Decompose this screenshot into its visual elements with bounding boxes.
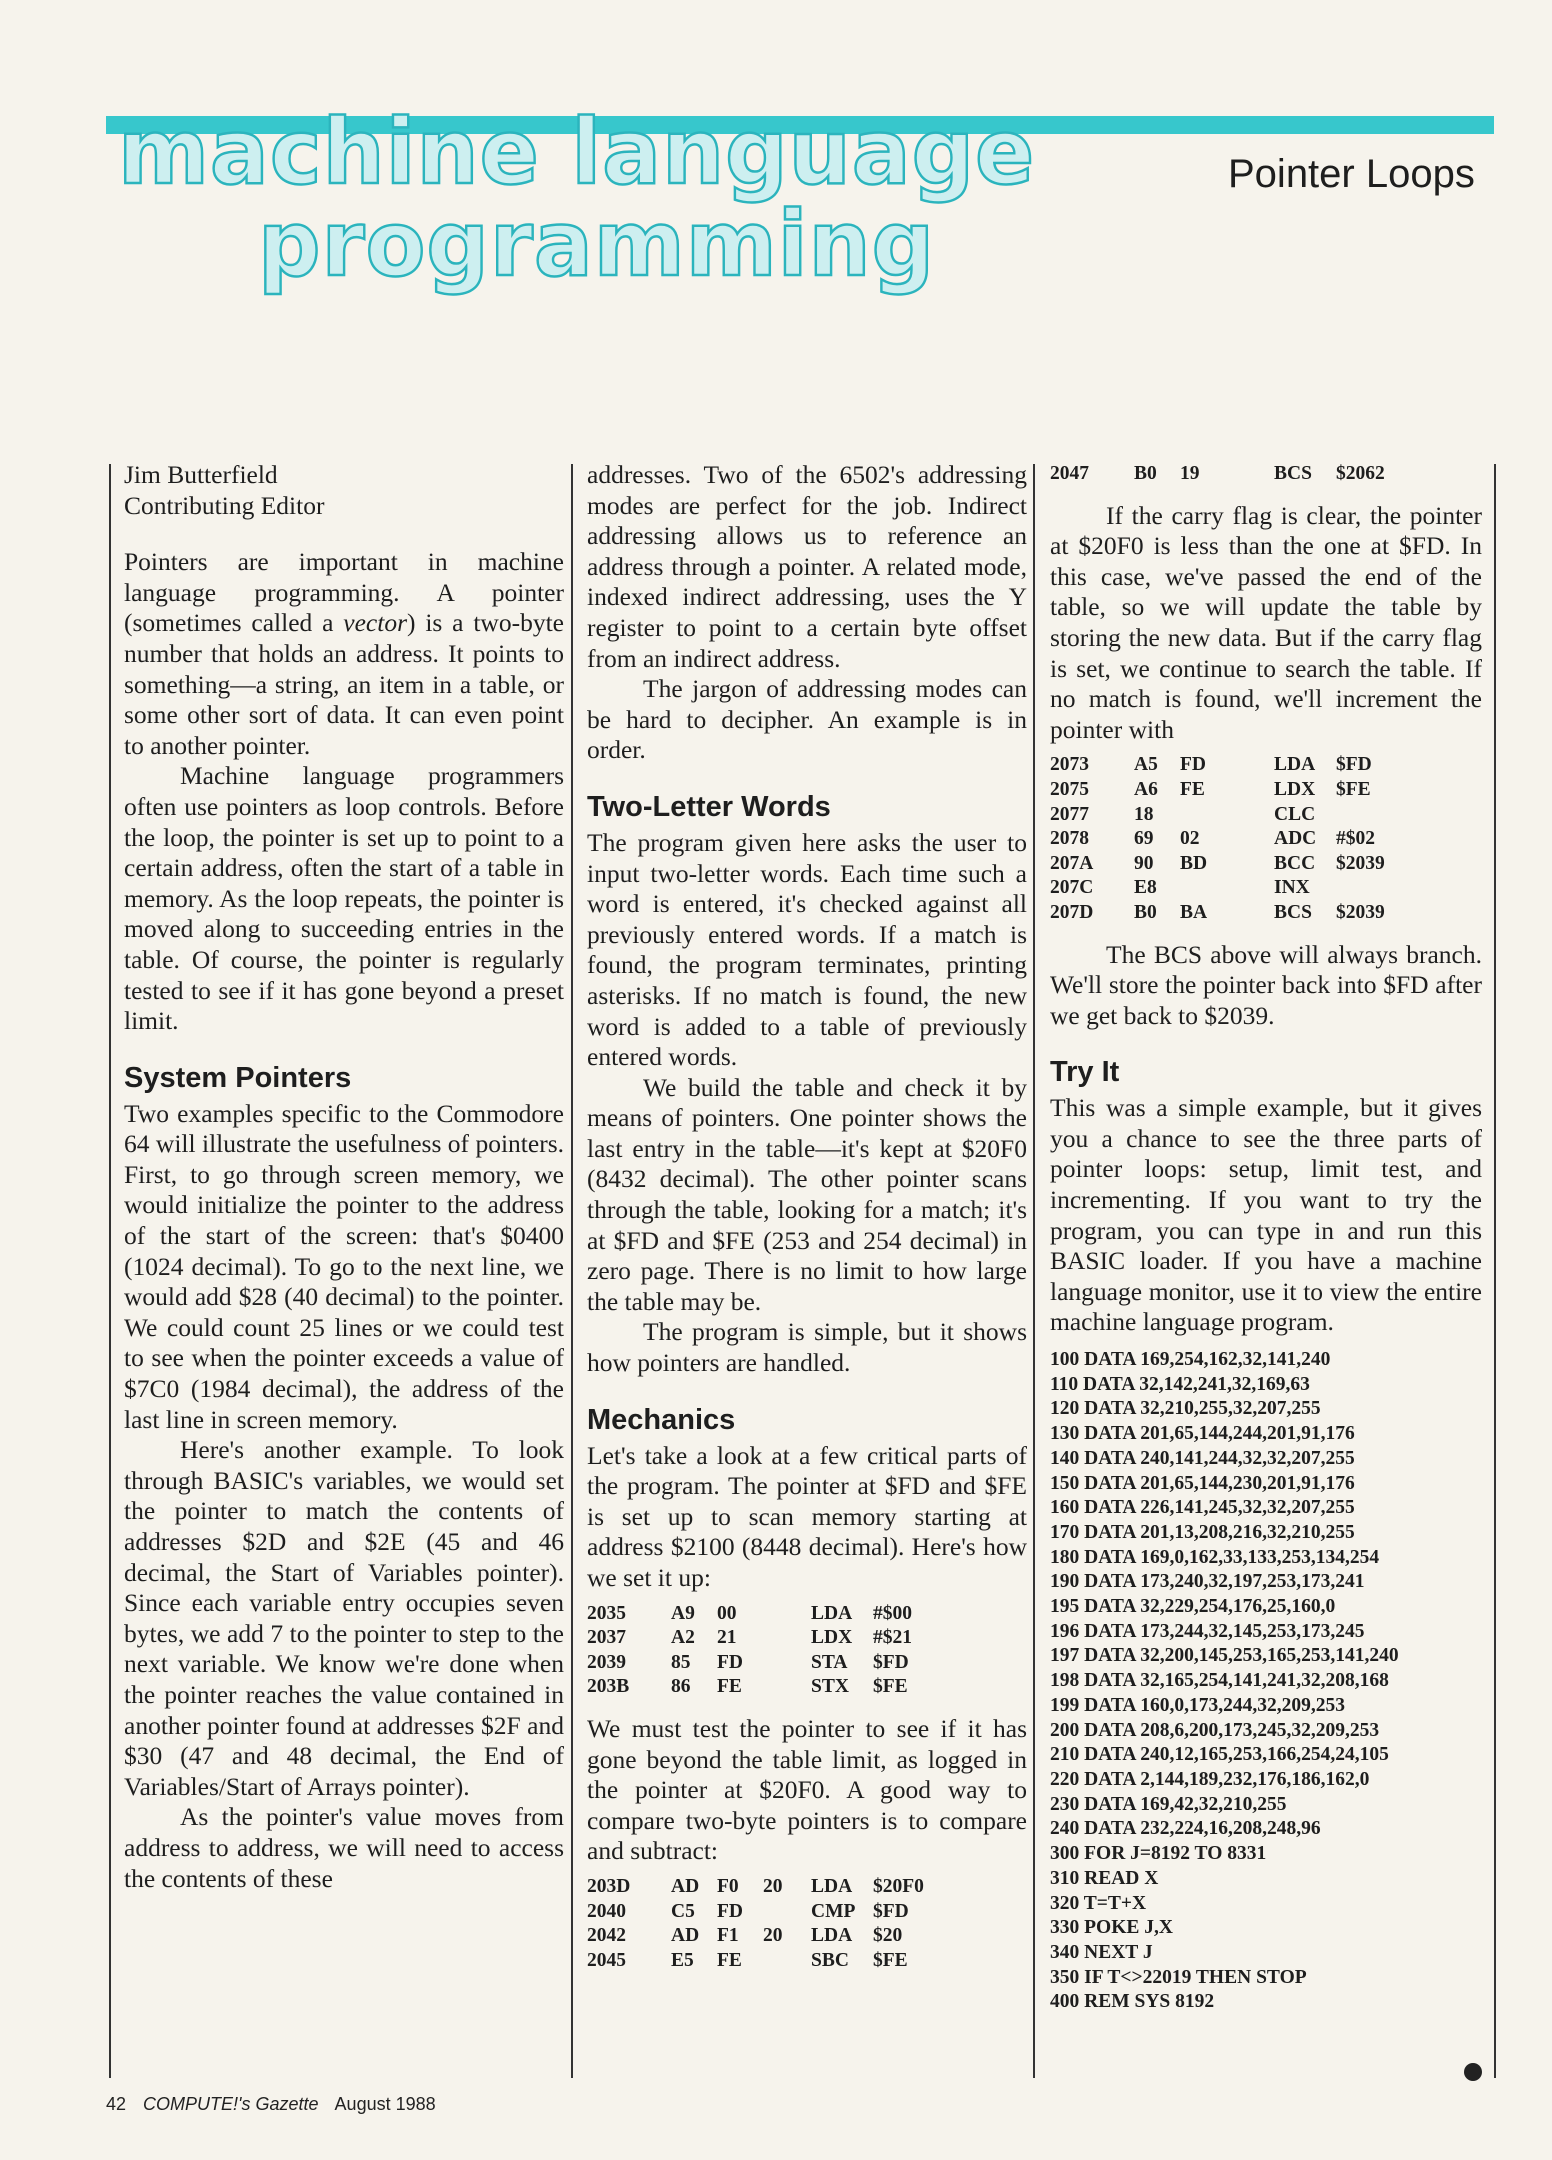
basic-line: 120 DATA 32,210,255,32,207,255 (1050, 1398, 1321, 1420)
code-cell: FE (1180, 778, 1205, 800)
code-cell: $FE (873, 1949, 908, 1971)
code-cell: 2035 (587, 1602, 626, 1624)
code-cell: LDA (811, 1925, 853, 1947)
code-cell: 207C (1050, 877, 1094, 899)
code-cell: $FE (1336, 778, 1371, 800)
code-cell: #$21 (873, 1627, 912, 1649)
code-line (1050, 827, 1482, 852)
code-cell: CMP (811, 1900, 856, 1922)
issue-date: August 1988 (334, 2094, 436, 2114)
code-cell: 2037 (587, 1627, 626, 1649)
code-cell: 207D (1050, 901, 1094, 923)
basic-line: 320 T=T+X (1050, 1892, 1147, 1914)
basic-line: 196 DATA 173,244,32,145,253,173,245 (1050, 1620, 1365, 1642)
code-cell: 2040 (587, 1900, 626, 1922)
code-cell: 2078 (1050, 828, 1089, 850)
paragraph: The program given here asks the user to input two-letter words. Each time such a word is entered, it's checked against all previously entered words. If a match is found, the program terminates, printing asterisks. If no match is found, the new word is added to a table of previously entered words. (587, 827, 1027, 1072)
code-cell: 203B (587, 1676, 630, 1698)
code-cell (763, 1900, 811, 1925)
code-cell: $2039 (1336, 852, 1385, 874)
basic-line: 310 READ X (1050, 1867, 1159, 1889)
code-cell: B0 (1134, 901, 1157, 923)
code-cell (763, 1949, 811, 1974)
code-cell (763, 1626, 811, 1651)
paragraph: The program is simple, but it shows how pointers are handled. (587, 1317, 1027, 1378)
code-line (1050, 901, 1482, 926)
code-cell (763, 1675, 811, 1700)
code-cell: 2047 (1050, 463, 1089, 484)
code-line (587, 1626, 1027, 1651)
code-cell: 02 (1180, 828, 1200, 850)
column-rule-1 (571, 464, 573, 2078)
code-cell: 00 (717, 1602, 737, 1624)
code-cell: 19 (1180, 463, 1200, 484)
basic-line: 198 DATA 32,165,254,141,241,32,208,168 (1050, 1670, 1389, 1692)
code-cell: $FE (873, 1676, 908, 1698)
basic-line: 150 DATA 201,65,144,230,201,91,176 (1050, 1472, 1355, 1494)
code-line (1050, 778, 1482, 803)
paragraph: The jargon of addressing modes can be hard to decipher. An example is in order. (587, 674, 1027, 765)
code-cell: $FD (1336, 754, 1372, 776)
code-cell: LDA (1274, 754, 1316, 776)
code-cell: STX (811, 1676, 849, 1698)
code-listing-compare (587, 1875, 1027, 1973)
code-cell: #$02 (1336, 828, 1375, 850)
code-listing-setup (587, 1602, 1027, 1700)
basic-line: 199 DATA 160,0,173,244,32,209,253 (1050, 1694, 1346, 1716)
article-title: Pointer Loops (1228, 152, 1475, 196)
page-number: 42 (106, 2094, 127, 2114)
code-cell: 18 (1134, 803, 1154, 825)
code-cell: 2073 (1050, 754, 1089, 776)
code-cell: 86 (671, 1676, 691, 1698)
author-name: Jim Butterfield (124, 460, 278, 489)
code-cell: 2077 (1050, 803, 1089, 825)
code-line (587, 1949, 1027, 1974)
paragraph: We build the table and check it by means of pointers. One pointer shows the last entry in the table—it's kept at $20F0 (8432 decimal). The other pointer scans through the table, looking for a match; it's at $FD and $FE (253 and 254 decimal) in zero page. There is no limit to how large the table may be. (587, 1072, 1027, 1316)
code-cell: FD (717, 1900, 743, 1922)
code-cell: $2039 (1336, 901, 1385, 923)
code-cell: $FD (873, 1651, 909, 1673)
paragraph: Let's take a look at a few critical parts of the program. The pointer at $FD and $FE is set up to scan memory starting at address $2100 (8448 decimal). Here's how we set it up: (587, 1440, 1027, 1592)
code-cell: $20 (873, 1925, 903, 1947)
column-rule-left (109, 464, 111, 2078)
basic-line: 195 DATA 32,229,254,176,25,160,0 (1050, 1596, 1336, 1618)
code-cell: 85 (671, 1651, 691, 1673)
end-of-article-icon (1456, 2061, 1482, 2081)
code-cell: INX (1274, 877, 1310, 899)
code-line (1050, 852, 1482, 877)
code-listing-branch (1050, 462, 1482, 487)
code-cell: 207A (1050, 852, 1094, 874)
basic-line: 300 FOR J=8192 TO 8331 (1050, 1843, 1267, 1865)
basic-loader-listing (1050, 1348, 1482, 2015)
code-cell: BCS (1274, 901, 1312, 923)
subheading-system-pointers: System Pointers (124, 1061, 352, 1094)
subheading-try-it: Try It (1050, 1056, 1120, 1089)
paragraph: Pointers are important in machine language programming. A pointer (sometimes called a vector) is a two-byte number that holds an address. It points to something—a string, an item in a table, or some other sort of data. It can even point to another pointer. (124, 547, 564, 760)
code-line (587, 1924, 1027, 1949)
code-cell: LDA (811, 1875, 853, 1897)
code-cell: $2062 (1336, 463, 1385, 484)
code-line (587, 1651, 1027, 1676)
code-cell: C5 (671, 1900, 695, 1922)
basic-line: 140 DATA 240,141,244,32,32,207,255 (1050, 1447, 1355, 1469)
code-cell (1226, 901, 1274, 926)
code-cell: FD (1180, 754, 1206, 776)
code-cell: FE (717, 1949, 742, 1971)
code-line (1050, 876, 1482, 901)
code-cell: 20 (763, 1925, 783, 1947)
code-cell: 2045 (587, 1949, 626, 1971)
basic-line: 230 DATA 169,42,32,210,255 (1050, 1793, 1287, 1815)
paragraph: Machine language programmers often use pointers as loop controls. Before the loop, the pointer is set up to point to a certain address, often the start of a table in memory. As the loop repeats, the pointer is moved along to succeeding entries in the table. Of course, the pointer is regularly tested to see if it has gone beyond a preset limit. (124, 761, 564, 1036)
basic-line: 350 IF T<>22019 THEN STOP (1050, 1966, 1307, 1988)
code-cell: E8 (1134, 877, 1157, 899)
code-cell: A6 (1134, 778, 1158, 800)
code-cell: 20 (763, 1875, 783, 1897)
basic-line: 240 DATA 232,224,16,208,248,96 (1050, 1818, 1321, 1840)
column-1 (124, 460, 564, 1894)
code-cell: BCS (1274, 463, 1312, 484)
basic-line: 110 DATA 32,142,241,32,169,63 (1050, 1373, 1310, 1395)
code-cell (1226, 462, 1274, 487)
code-cell: BD (1180, 852, 1208, 874)
code-cell: SBC (811, 1949, 849, 1971)
code-line (587, 1675, 1027, 1700)
basic-line: 200 DATA 208,6,200,173,245,32,209,253 (1050, 1719, 1380, 1741)
code-line (1050, 803, 1482, 828)
code-cell: FE (717, 1676, 742, 1698)
basic-line: 197 DATA 32,200,145,253,165,253,141,240 (1050, 1645, 1399, 1667)
page-footer (106, 2094, 448, 2115)
magazine-name: COMPUTE!'s Gazette (143, 2094, 319, 2114)
code-cell (1180, 876, 1226, 901)
code-cell: LDX (811, 1627, 853, 1649)
code-cell: $20F0 (873, 1875, 924, 1897)
code-cell: AD (671, 1875, 700, 1897)
code-cell: 2039 (587, 1651, 626, 1673)
code-cell: FD (717, 1651, 743, 1673)
column-3 (1050, 462, 1482, 2015)
paragraph: This was a simple example, but it gives you a chance to see the three parts of pointer loops: setup, limit test, and incrementing. If you want to try the program, you can type in and run this BASIC loader. If you have a machine language monitor, use it to view the entire machine language program. (1050, 1093, 1482, 1337)
code-cell: F0 (717, 1875, 739, 1897)
section-title-line2: programming (258, 192, 936, 297)
code-line (587, 1900, 1027, 1925)
code-cell: LDA (811, 1602, 853, 1624)
paragraph: addresses. Two of the 6502's addressing modes are perfect for the job. Indirect addressing allows us to reference an address through a pointer. A related mode, indexed indirect addressing, uses the Y register to point to a certain byte offset from an indirect address. (587, 460, 1027, 673)
basic-line: 220 DATA 2,144,189,232,176,186,162,0 (1050, 1768, 1370, 1790)
paragraph: Here's another example. To look through BASIC's variables, we would set the pointer to match the contents of addresses $2D and $2E (45 and 46 decimal, the Start of Variables pointer). Since each variable entry occupies seven bytes, we add 7 to the pointer to step to the next variable. We know we're done when the pointer reaches the value contained in another pointer found at addresses $2F and $30 (47 and 48 decimal, the End of Variables/Start of Arrays pointer). (124, 1435, 564, 1801)
basic-line: 340 NEXT J (1050, 1941, 1153, 1963)
code-cell: BCC (1274, 852, 1316, 874)
code-line (587, 1602, 1027, 1627)
basic-line: 330 POKE J,X (1050, 1917, 1173, 1939)
code-cell: STA (811, 1651, 848, 1673)
paragraph: The BCS above will always branch. We'll store the pointer back into $FD after we get back to $2039. (1050, 939, 1482, 1030)
code-cell: 21 (717, 1627, 737, 1649)
basic-line: 160 DATA 226,141,245,32,32,207,255 (1050, 1497, 1355, 1519)
subheading-two-letter-words: Two-Letter Words (587, 790, 831, 823)
code-cell: $FD (873, 1900, 909, 1922)
code-cell: 69 (1134, 828, 1154, 850)
column-2 (587, 460, 1027, 1987)
code-cell (1226, 803, 1274, 828)
code-cell: AD (671, 1925, 700, 1947)
code-cell (763, 1602, 811, 1627)
paragraph: Two examples specific to the Commodore 64 will illustrate the usefulness of pointers. First, to go through screen memory, we would initialize the pointer to the address of the start of the screen: that's $0400 (1024 decimal). To go to the next line, we would add $28 (40 decimal) to the pointer. We could count 25 lines or we could test to see when the pointer exceeds a value of $7C0 (1984 decimal), the address of the last line in screen memory. (124, 1098, 564, 1434)
paragraph: We must test the pointer to see if it has gone beyond the table limit, as logged in the pointer at $20F0. A good way to compare two-byte pointers is to compare and subtract: (587, 1713, 1027, 1866)
emphasis-term: vector (343, 608, 407, 638)
basic-line: 190 DATA 173,240,32,197,253,173,241 (1050, 1571, 1365, 1593)
basic-line: 170 DATA 201,13,208,216,32,210,255 (1050, 1521, 1355, 1543)
code-cell (1226, 827, 1274, 852)
section-title-line1: machine language (118, 100, 1036, 205)
code-cell: #$00 (873, 1602, 912, 1624)
code-cell: CLC (1274, 803, 1316, 825)
author-role: Contributing Editor (124, 490, 325, 520)
code-cell: 2075 (1050, 778, 1089, 800)
code-cell: A9 (671, 1602, 695, 1624)
paragraph: If the carry flag is clear, the pointer at $20F0 is less than the one at $FD. In this case, we've passed the end of the table, so we will update the table by storing the new data. But if the carry flag is set, we continue to search the table. If no match is found, we'll increment the pointer with (1050, 500, 1482, 744)
code-line (1050, 753, 1482, 778)
code-cell: 203D (587, 1875, 631, 1897)
code-cell: A2 (671, 1627, 695, 1649)
code-cell: LDX (1274, 778, 1316, 800)
column-rule-2 (1033, 464, 1035, 2078)
basic-line: 400 REM SYS 8192 (1050, 1991, 1215, 2013)
code-cell (1180, 803, 1226, 828)
code-cell (1226, 753, 1274, 778)
code-cell: 2042 (587, 1925, 626, 1947)
code-cell: F1 (717, 1925, 739, 1947)
code-cell (1226, 876, 1274, 901)
byline (124, 460, 564, 521)
subheading-mechanics: Mechanics (587, 1403, 736, 1436)
basic-line: 100 DATA 169,254,162,32,141,240 (1050, 1349, 1331, 1371)
code-listing-increment (1050, 753, 1482, 925)
code-line (587, 1875, 1027, 1900)
code-cell: A5 (1134, 754, 1158, 776)
basic-line: 180 DATA 169,0,162,33,133,253,134,254 (1050, 1546, 1380, 1568)
basic-line: 130 DATA 201,65,144,244,201,91,176 (1050, 1423, 1355, 1445)
code-cell: B0 (1134, 463, 1157, 484)
code-line (1050, 462, 1482, 487)
code-cell (1226, 852, 1274, 877)
code-cell: 90 (1134, 852, 1154, 874)
column-rule-right (1494, 464, 1496, 2078)
code-cell: BA (1180, 901, 1208, 923)
code-cell (1226, 778, 1274, 803)
code-cell: ADC (1274, 828, 1317, 850)
basic-line: 210 DATA 240,12,165,253,166,254,24,105 (1050, 1744, 1389, 1766)
code-cell (763, 1651, 811, 1676)
paragraph: As the pointer's value moves from address to address, we will need to access the contents of these (124, 1802, 564, 1893)
code-cell: E5 (671, 1949, 694, 1971)
